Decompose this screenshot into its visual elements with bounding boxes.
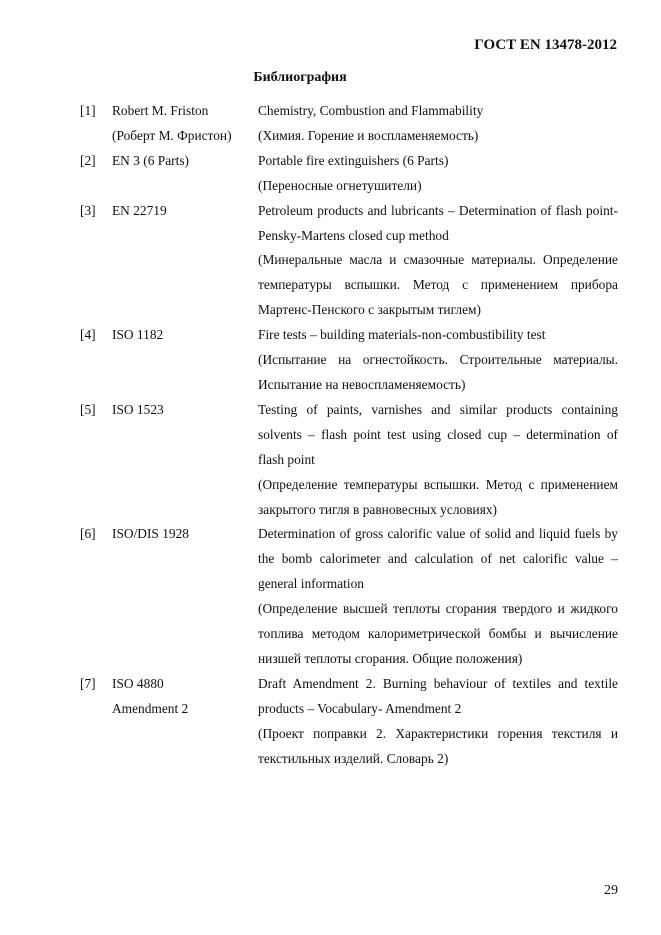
reference-line: Robert M. Friston bbox=[112, 103, 209, 118]
entry-description bbox=[258, 323, 618, 398]
title-english: Determination of gross calorific value of solid and liquid fuels by the bomb calorimeter and calculation of net calorific value – general information bbox=[258, 526, 618, 592]
bibliography-list bbox=[80, 99, 618, 771]
entry-description bbox=[258, 398, 618, 523]
entry-number: [3] bbox=[80, 202, 96, 218]
entry-number: [2] bbox=[80, 152, 96, 168]
entry-description bbox=[258, 199, 618, 324]
bibliography-entry-4 bbox=[80, 323, 618, 398]
bibliography-entry-2 bbox=[80, 149, 618, 199]
bibliography-entry-5 bbox=[80, 398, 618, 523]
entry-reference bbox=[112, 323, 258, 398]
entry-description bbox=[258, 672, 618, 772]
entry-number: [7] bbox=[80, 675, 96, 691]
document-code: ГОСТ EN 13478-2012 bbox=[474, 37, 617, 53]
title-russian: (Минеральные масла и смазочные материалы. Определение температуры вспышки. Метод с применением прибора Мартенс-Пенского с закрытым тиглем) bbox=[258, 252, 618, 318]
reference-line: ISO/DIS 1928 bbox=[112, 526, 190, 542]
title-russian: (Определение высшей теплоты сгорания твердого и жидкого топлива методом калориметрической бомбы и вычисление низшей теплоты сгорания. Общие положения) bbox=[258, 601, 618, 666]
entry-number: [4] bbox=[80, 327, 96, 343]
title-russian: (Определение температуры вспышки. Метод с применением закрытого тигля в равновесных условиях) bbox=[258, 476, 618, 517]
reference-line: ISO 1523 bbox=[112, 401, 164, 417]
reference-line: Amendment 2 bbox=[112, 700, 189, 716]
reference-line: ISO 1182 bbox=[112, 327, 164, 343]
title-english: Chemistry, Combustion and Flammability bbox=[258, 103, 484, 118]
entry-reference bbox=[112, 522, 258, 671]
entry-number: [1] bbox=[80, 103, 96, 118]
entry-reference bbox=[112, 398, 258, 523]
title-russian: (Испытание на огнестойкость. Строительные материалы. Испытание на невоспламеняемость) bbox=[258, 352, 618, 392]
reference-line: EN 22719 bbox=[112, 202, 167, 218]
entry-number: [5] bbox=[80, 401, 96, 417]
entry-description bbox=[258, 99, 618, 149]
entry-reference bbox=[112, 99, 258, 149]
title-english: Draft Amendment 2. Burning behaviour of textiles and textile products – Vocabulary- Amendment 2 bbox=[258, 675, 618, 716]
entry-reference bbox=[112, 672, 258, 772]
reference-line: (Роберт М. Фристон) bbox=[112, 127, 232, 143]
title-russian: (Переносные огнетушители) bbox=[258, 177, 422, 193]
page-number: 29 bbox=[604, 883, 618, 898]
entry-reference bbox=[112, 199, 258, 324]
bibliography-heading: Библиография bbox=[253, 70, 347, 85]
title-english: Petroleum products and lubricants – Determination of flash point-Pensky-Martens closed cup method bbox=[258, 202, 618, 243]
entry-description bbox=[258, 522, 618, 671]
reference-line: ISO 4880 bbox=[112, 675, 164, 691]
entry-description bbox=[258, 149, 618, 199]
title-english: Portable fire extinguishers (6 Parts) bbox=[258, 152, 449, 168]
title-english: Fire tests – building materials-non-combustibility test bbox=[258, 327, 546, 343]
entry-reference bbox=[112, 149, 258, 199]
title-russian: (Проект поправки 2. Характеристики горения текстиля и текстильных изделий. Словарь 2) bbox=[258, 725, 618, 766]
title-english: Testing of paints, varnishes and similar products containing solvents – flash point test using closed cup – determination of flash point bbox=[258, 401, 618, 467]
entry-number: [6] bbox=[80, 526, 96, 542]
title-russian: (Химия. Горение и воспламеняемость) bbox=[258, 127, 479, 143]
reference-line: EN 3 (6 Parts) bbox=[112, 152, 189, 168]
bibliography-entry-7 bbox=[80, 672, 618, 772]
bibliography-entry-6 bbox=[80, 522, 618, 671]
bibliography-entry-1 bbox=[80, 99, 618, 149]
bibliography-entry-3 bbox=[80, 199, 618, 324]
